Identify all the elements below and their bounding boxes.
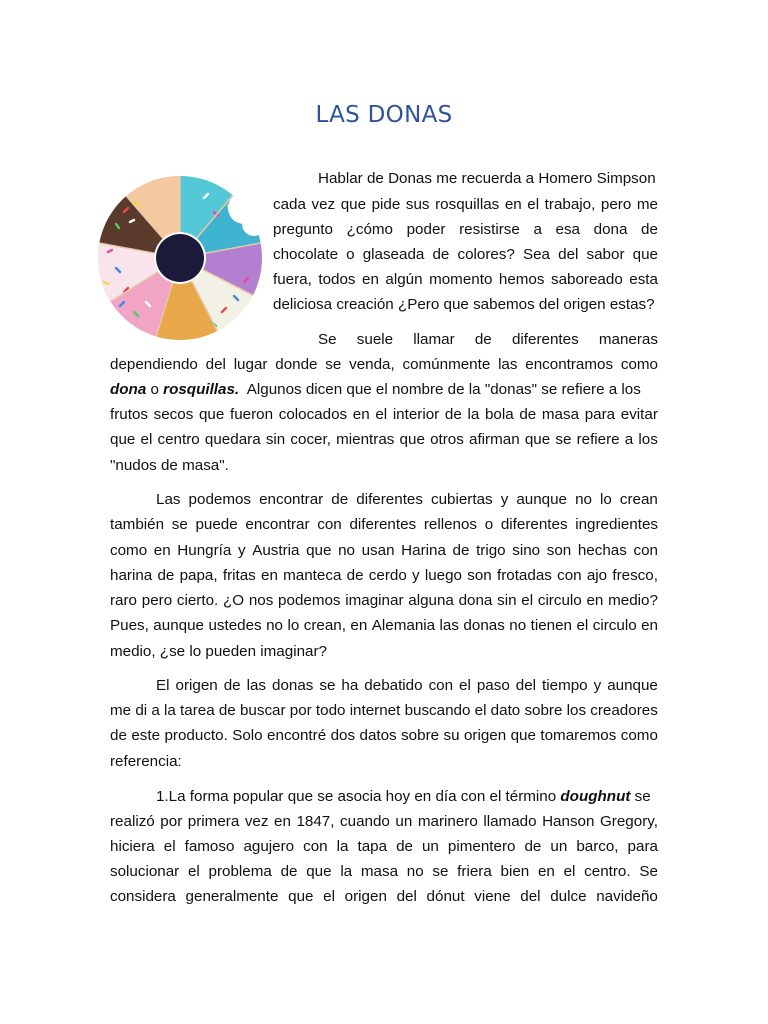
word: son <box>467 567 492 584</box>
word: masa <box>360 863 399 880</box>
word: se <box>555 431 572 448</box>
word: encontramos <box>525 356 614 373</box>
paragraph-4-line-3 <box>110 723 658 748</box>
paragraph-5-line-4 <box>110 859 658 884</box>
paragraph-1-line-4 <box>273 242 658 267</box>
line-continuation: Algunos dicen que el nombre de la "donas" se refiere a los <box>239 381 641 398</box>
word: aunque <box>153 617 204 634</box>
term-dona: dona <box>110 381 147 398</box>
word: a <box>151 702 160 719</box>
word: de <box>524 838 542 855</box>
paragraph-5-line-5 <box>110 884 658 909</box>
word: barco, <box>576 838 619 855</box>
word: el <box>187 863 200 880</box>
word: cierto. <box>176 592 219 609</box>
word: dos <box>330 727 356 744</box>
word: evitar <box>620 406 658 423</box>
word: harina <box>110 567 153 584</box>
word: todo <box>315 702 346 719</box>
word: di <box>135 702 148 719</box>
word: como <box>110 542 148 559</box>
word: producto. <box>164 727 228 744</box>
paragraph-1-line-2 <box>273 192 658 217</box>
word: en <box>261 567 278 584</box>
word: encontrar <box>259 491 324 508</box>
word: fresco, <box>612 567 658 584</box>
word: o <box>484 516 494 533</box>
word: debatido <box>364 677 423 694</box>
word: el <box>323 888 335 905</box>
word: encontré <box>267 727 327 744</box>
word: llamado <box>483 813 537 830</box>
word: cubiertas <box>431 491 493 508</box>
word: un <box>550 838 568 855</box>
word: me <box>636 196 658 213</box>
word: diferentes <box>500 516 568 533</box>
word: no <box>266 617 283 634</box>
word: con <box>428 677 454 694</box>
word: de <box>157 567 175 584</box>
word: el <box>459 677 471 694</box>
word: se <box>171 516 188 533</box>
word: pregunto <box>273 221 333 238</box>
word: luego <box>424 567 463 584</box>
word: encontrar <box>245 516 310 533</box>
word: y <box>593 677 602 694</box>
word: los <box>566 702 587 719</box>
word: dependiendo <box>110 356 198 373</box>
word: navideño <box>596 888 658 905</box>
word: podemos <box>278 592 341 609</box>
word: sino <box>512 542 541 559</box>
word: que <box>340 196 367 213</box>
word: resistirse <box>459 221 520 238</box>
paragraph-4-line-2 <box>110 698 658 723</box>
list-item-text: 1.La forma popular que se asocia hoy en día con el término <box>156 788 561 805</box>
word: esa <box>555 221 581 238</box>
word: a <box>533 221 542 238</box>
word: puede <box>195 516 238 533</box>
word: cuando <box>340 813 390 830</box>
paragraph-5-line-2 <box>110 809 658 834</box>
line-continuation: se <box>630 788 651 805</box>
word: de <box>641 221 658 238</box>
word: en <box>504 196 522 213</box>
paragraph-5-line-1 <box>156 784 661 809</box>
word: sobre <box>401 727 440 744</box>
word: afirman <box>469 431 520 448</box>
word: frutos <box>110 406 148 423</box>
word: paso <box>476 677 510 694</box>
word: colocados <box>278 406 348 423</box>
word: no <box>575 491 592 508</box>
word: el <box>163 838 176 855</box>
word: de <box>218 702 236 719</box>
word: en <box>537 863 555 880</box>
word: ha <box>341 677 359 694</box>
word: chocolate <box>273 246 339 263</box>
paragraph-3-line-2 <box>110 512 658 537</box>
word: otros <box>430 431 464 448</box>
word: para <box>584 406 616 423</box>
word: Gregory, <box>599 813 658 830</box>
paragraph-1-line-3 <box>273 217 658 242</box>
word: que <box>306 542 332 559</box>
word: buscar <box>239 702 286 719</box>
word: bien <box>500 863 530 880</box>
word: por <box>160 813 183 830</box>
paragraph-2-line-1 <box>318 327 658 352</box>
word: se <box>319 677 336 694</box>
word: crean <box>619 491 658 508</box>
word: la <box>340 863 353 880</box>
word: frotadas <box>496 567 552 584</box>
paragraph-2-line-4 <box>110 402 658 427</box>
word: comúnmente <box>402 356 491 373</box>
word: algún <box>385 271 423 288</box>
word: diferentes <box>511 331 579 348</box>
word: glaseada <box>362 246 425 263</box>
word: de <box>223 677 241 694</box>
word: como <box>620 356 658 373</box>
word: por <box>289 702 312 719</box>
word: lo <box>287 617 300 634</box>
word: cerdo <box>368 567 407 584</box>
word: en <box>350 617 368 634</box>
word: en <box>586 592 604 609</box>
word: en <box>352 406 370 423</box>
paragraph-3-line-4 <box>110 563 658 588</box>
word: del <box>205 356 226 373</box>
word: hechas <box>577 542 627 559</box>
word: esta <box>629 271 658 288</box>
paragraph-1-line-6: deliciosa creación ¿Pero que sabemos del origen estas? <box>273 296 655 313</box>
word: mientras <box>336 431 395 448</box>
word: pero <box>141 592 173 609</box>
word: del <box>520 888 541 905</box>
word: Las <box>156 491 181 508</box>
word: bola <box>484 406 514 423</box>
paragraph-1-line-5 <box>273 267 658 292</box>
word: dulce <box>550 888 587 905</box>
word: refiere <box>576 431 620 448</box>
word: sin <box>265 431 286 448</box>
word: y <box>500 491 509 508</box>
word: para <box>627 838 658 855</box>
word: las <box>246 677 267 694</box>
word: creadores <box>590 702 658 719</box>
word: de <box>519 406 537 423</box>
word: fritas <box>222 567 256 584</box>
word: dato <box>490 702 521 719</box>
word: de <box>396 838 413 855</box>
word: con <box>557 567 582 584</box>
word: son <box>546 542 572 559</box>
word: interior <box>392 406 440 423</box>
word: papa, <box>179 567 218 584</box>
word: vez <box>311 196 336 213</box>
word: todos <box>318 271 356 288</box>
word: fueron <box>229 406 274 423</box>
word: nos <box>248 592 274 609</box>
word: un <box>421 838 439 855</box>
word: Solo <box>232 727 263 744</box>
word: el <box>527 196 540 213</box>
word: su <box>443 727 460 744</box>
word: con <box>633 542 658 559</box>
word: cada <box>273 196 306 213</box>
word: de <box>452 542 470 559</box>
word: o <box>346 246 355 263</box>
word: tapa <box>357 838 388 855</box>
word: en <box>641 617 658 634</box>
word: pimentero <box>447 838 516 855</box>
word: crean, <box>303 617 346 634</box>
word: las <box>439 617 459 634</box>
word: Austria <box>252 542 300 559</box>
word: el <box>563 863 576 880</box>
word: que <box>510 727 536 744</box>
word: del <box>515 677 537 694</box>
word: famoso <box>184 838 235 855</box>
word: datos <box>359 727 397 744</box>
word: trabajo, <box>544 196 596 213</box>
word: 1847, <box>296 813 335 830</box>
word: masa <box>541 406 580 423</box>
word: en <box>274 813 291 830</box>
paragraph-5-line-3 <box>110 834 658 859</box>
word: el <box>140 431 153 448</box>
word: realizó <box>110 813 155 830</box>
word: que <box>110 431 136 448</box>
word: Se <box>639 863 658 880</box>
word: rellenos <box>423 516 478 533</box>
word: origen <box>175 677 218 694</box>
word: manteca <box>283 567 342 584</box>
word: medio? <box>608 592 658 609</box>
word: que <box>632 246 658 263</box>
paragraph-4-line-4: referencia: <box>110 753 182 770</box>
word: del <box>396 888 417 905</box>
paragraph-3-line-3 <box>110 538 658 563</box>
word: el <box>474 702 487 719</box>
word: en <box>362 271 379 288</box>
word: también <box>110 516 165 533</box>
word: donas <box>463 617 505 634</box>
word: la <box>336 838 349 855</box>
word: dona <box>593 221 628 238</box>
word: las <box>498 356 518 373</box>
word: diferentes <box>349 516 417 533</box>
word: imaginar <box>345 592 404 609</box>
word: ustedes <box>208 617 262 634</box>
word: del <box>558 246 579 263</box>
word: de <box>444 406 462 423</box>
paragraph-3-line-5 <box>110 588 658 613</box>
word: vez <box>244 813 269 830</box>
word: suele <box>356 331 394 348</box>
word: los <box>638 431 658 448</box>
document-title: LAS DONAS <box>315 102 453 128</box>
word: no <box>406 863 424 880</box>
word: origen <box>463 727 507 744</box>
word: a <box>624 431 634 448</box>
word: solucionar <box>110 863 180 880</box>
word: fuera, <box>273 271 312 288</box>
word: que <box>306 863 332 880</box>
word: alguna <box>408 592 454 609</box>
word: Se <box>318 331 337 348</box>
word: Pues, <box>110 617 149 634</box>
word: Hanson <box>542 813 595 830</box>
word: de <box>474 331 492 348</box>
word: de <box>346 567 364 584</box>
word: me <box>110 702 132 719</box>
word: sabor <box>586 246 625 263</box>
word: Hungría <box>177 542 232 559</box>
paragraph-2-line-3 <box>110 377 660 402</box>
term-doughnut: doughnut <box>560 788 631 805</box>
word: el <box>576 617 589 634</box>
word: problema <box>208 863 272 880</box>
word: tarea <box>180 702 215 719</box>
word: de <box>432 246 450 263</box>
word: Harina <box>401 542 446 559</box>
paragraph-2-line-2 <box>110 352 658 377</box>
word: pero <box>600 196 632 213</box>
colorful-donut-image <box>94 172 266 344</box>
word: en <box>153 542 171 559</box>
word: sus <box>405 196 430 213</box>
word: sobre <box>524 702 563 719</box>
word: que <box>288 888 314 905</box>
paragraph-3-line-7: medio, ¿se lo pueden imaginar? <box>110 643 327 660</box>
word: viene <box>474 888 511 905</box>
word: se <box>325 356 342 373</box>
word: rosquillas <box>435 196 500 213</box>
word: que <box>399 431 425 448</box>
paragraph-3-line-1 <box>156 487 658 512</box>
word: considera <box>110 888 176 905</box>
word: Sea <box>522 246 551 263</box>
word: circulo <box>537 592 582 609</box>
word: ajo <box>586 567 608 584</box>
word: donas <box>272 677 314 694</box>
word: generalmente <box>185 888 279 905</box>
word: se <box>432 863 449 880</box>
word: ¿O <box>222 592 245 609</box>
word: la <box>467 406 480 423</box>
word: raro <box>110 592 138 609</box>
word: ¿cómo <box>346 221 393 238</box>
paragraph-3-line-6 <box>110 613 658 638</box>
paragraph-2-line-6: "nudos de masa". <box>110 457 229 474</box>
word: hiciera <box>110 838 155 855</box>
word: dónut <box>426 888 465 905</box>
word: tiempo <box>542 677 588 694</box>
word: que <box>524 431 551 448</box>
word: cocer, <box>290 431 331 448</box>
word: de <box>110 727 127 744</box>
word: poder <box>406 221 446 238</box>
word: podemos <box>188 491 252 508</box>
word: tienen <box>530 617 573 634</box>
word: este <box>131 727 161 744</box>
word: venda, <box>349 356 395 373</box>
word: no <box>509 617 527 634</box>
word: la <box>164 702 176 719</box>
word: primera <box>187 813 240 830</box>
paragraph-2-line-5 <box>110 427 658 452</box>
word: con <box>317 516 342 533</box>
word: no <box>338 542 355 559</box>
word: sin <box>497 592 517 609</box>
word: de <box>280 863 298 880</box>
word: friera <box>457 863 492 880</box>
word: como <box>620 727 658 744</box>
word: marinero <box>417 813 478 830</box>
word: internet <box>349 702 401 719</box>
word: donde <box>275 356 318 373</box>
word: centro <box>157 431 200 448</box>
word: usan <box>361 542 395 559</box>
word: trigo <box>476 542 506 559</box>
word: saboreado <box>550 271 623 288</box>
word: aunque <box>607 677 658 694</box>
word: buscando <box>404 702 471 719</box>
word: ingredientes <box>575 516 658 533</box>
word: secos <box>153 406 194 423</box>
paragraph-1-line-1: Hablar de Donas me recuerda a Homero Simpson <box>318 170 656 187</box>
word: maneras <box>598 331 658 348</box>
paragraph-4-line-1 <box>156 673 658 698</box>
word: de <box>331 491 349 508</box>
word: pide <box>371 196 401 213</box>
word: centro. <box>584 863 631 880</box>
word: agujero <box>243 838 295 855</box>
word: lo <box>600 491 612 508</box>
word: momento <box>429 271 493 288</box>
word: aunque <box>516 491 568 508</box>
word: circulo <box>592 617 637 634</box>
term-rosquillas: rosquillas. <box>163 381 240 398</box>
word: tomaremos <box>540 727 617 744</box>
word: El <box>156 677 170 694</box>
word: quedara <box>204 431 261 448</box>
word: que <box>198 406 225 423</box>
connector-text: o <box>146 381 164 398</box>
word: el <box>375 406 388 423</box>
word: colores? <box>457 246 515 263</box>
word: Alemania <box>371 617 436 634</box>
word: origen <box>344 888 387 905</box>
word: llamar <box>413 331 455 348</box>
word: un <box>395 813 413 830</box>
word: diferentes <box>356 491 423 508</box>
word: el <box>521 592 534 609</box>
word: con <box>303 838 328 855</box>
word: hemos <box>498 271 545 288</box>
word: lugar <box>233 356 268 373</box>
word: dona <box>458 592 493 609</box>
word: y <box>412 567 420 584</box>
word: y <box>237 542 246 559</box>
